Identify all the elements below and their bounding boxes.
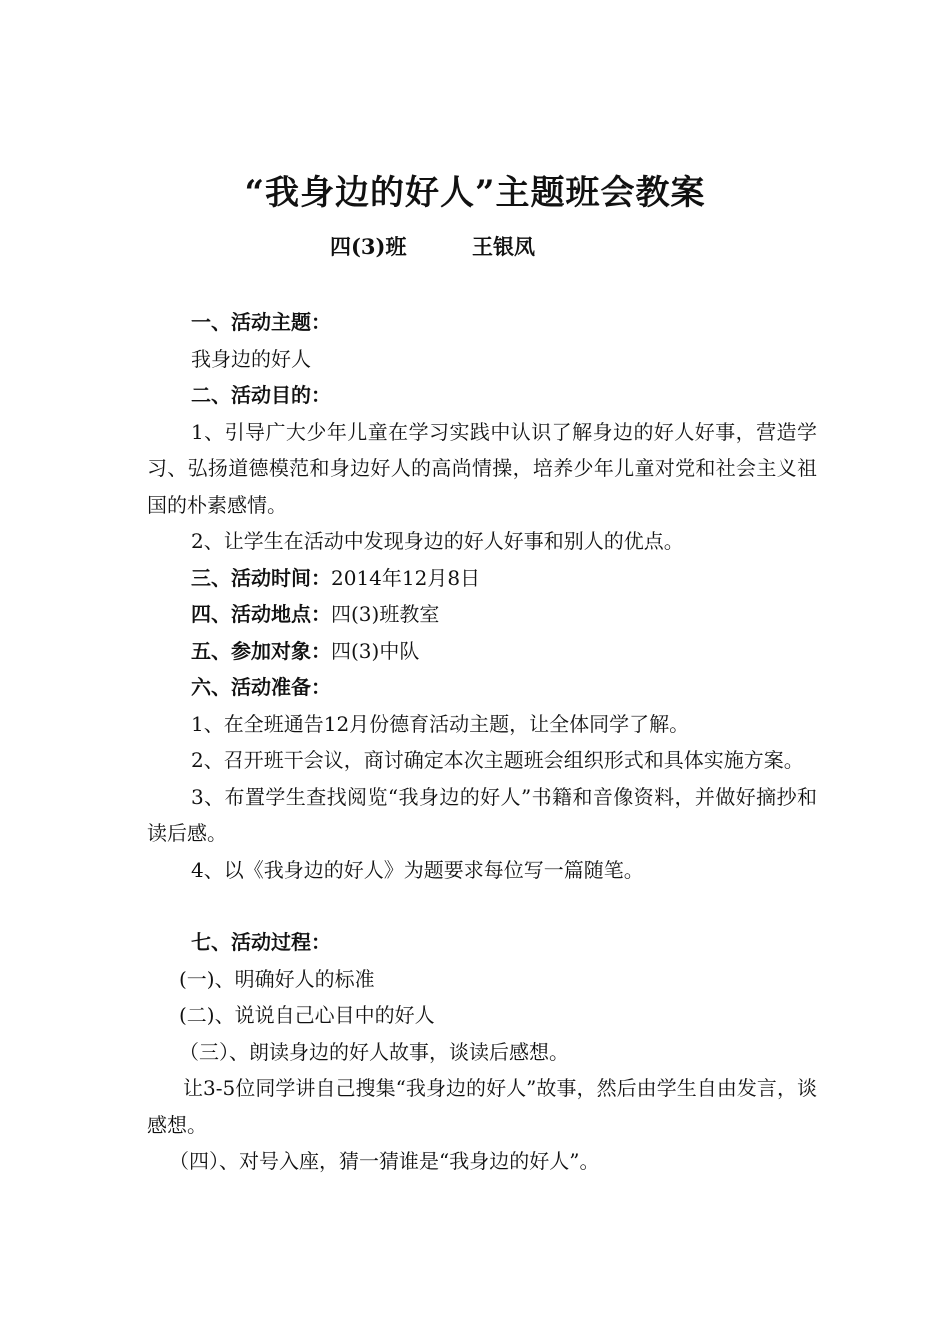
process-step-3-detail: 让3-5位同学讲自己搜集“我身边的好人”故事，然后由学生自由发言，谈感想。 bbox=[147, 1076, 817, 1137]
document-title: “我身边的好人”主题班会教案 bbox=[244, 173, 706, 213]
prep-item-3: 3、布置学生查找阅览“我身边的好人”书籍和音像资料，并做好摘抄和读后感。 bbox=[147, 784, 817, 845]
time-text: 2014年12月8日 bbox=[331, 565, 481, 590]
place-heading: 四、活动地点： bbox=[191, 602, 331, 626]
document-body bbox=[147, 304, 817, 1180]
process-step-3: （三）、朗读身边的好人故事，谈读后感想。 bbox=[179, 1039, 569, 1064]
theme-heading: 一、活动主题： bbox=[191, 310, 331, 334]
place-text: 四(3)班教室 bbox=[331, 602, 440, 626]
process-step-1: (一)、明确好人的标准 bbox=[179, 966, 375, 991]
prep-item-1: 1、在全班通告12月份德育活动主题，让全体同学了解。 bbox=[191, 711, 690, 736]
place-row bbox=[147, 596, 817, 633]
goal-item-1: 1、引导广大少年儿童在学习实践中认识了解身边的好人好事，营造学习、弘扬道德模范和身边好人的高尚情操，培养少年儿童对党和社会主义祖国的朴素感情。 bbox=[147, 419, 817, 517]
theme-text: 我身边的好人 bbox=[191, 346, 311, 371]
goal-item-2: 2、让学生在活动中发现身边的好人好事和别人的优点。 bbox=[191, 529, 684, 553]
target-heading: 五、参加对象： bbox=[191, 638, 331, 663]
time-heading: 三、活动时间： bbox=[191, 565, 331, 590]
prep-item-4: 4、以《我身边的好人》为题要求每位写一篇随笔。 bbox=[191, 857, 644, 882]
prep-item-2: 2、召开班干会议，商讨确定本次主题班会组织形式和具体实施方案。 bbox=[191, 748, 804, 772]
time-row bbox=[147, 560, 817, 597]
section-spacer bbox=[147, 888, 817, 924]
process-step-4: （四）、对号入座，猜一猜谁是“我身边的好人”。 bbox=[169, 1149, 600, 1173]
process-heading: 七、活动过程： bbox=[191, 930, 331, 954]
process-step-2: (二)、说说自己心目中的好人 bbox=[179, 1003, 435, 1027]
target-text: 四(3)中队 bbox=[331, 638, 420, 663]
prep-heading: 六、活动准备： bbox=[191, 675, 331, 699]
target-row bbox=[147, 633, 817, 670]
byline-class: 四(3)班 bbox=[330, 234, 407, 259]
goal-heading: 二、活动目的： bbox=[191, 383, 331, 407]
byline-author: 王银凤 bbox=[472, 234, 535, 259]
